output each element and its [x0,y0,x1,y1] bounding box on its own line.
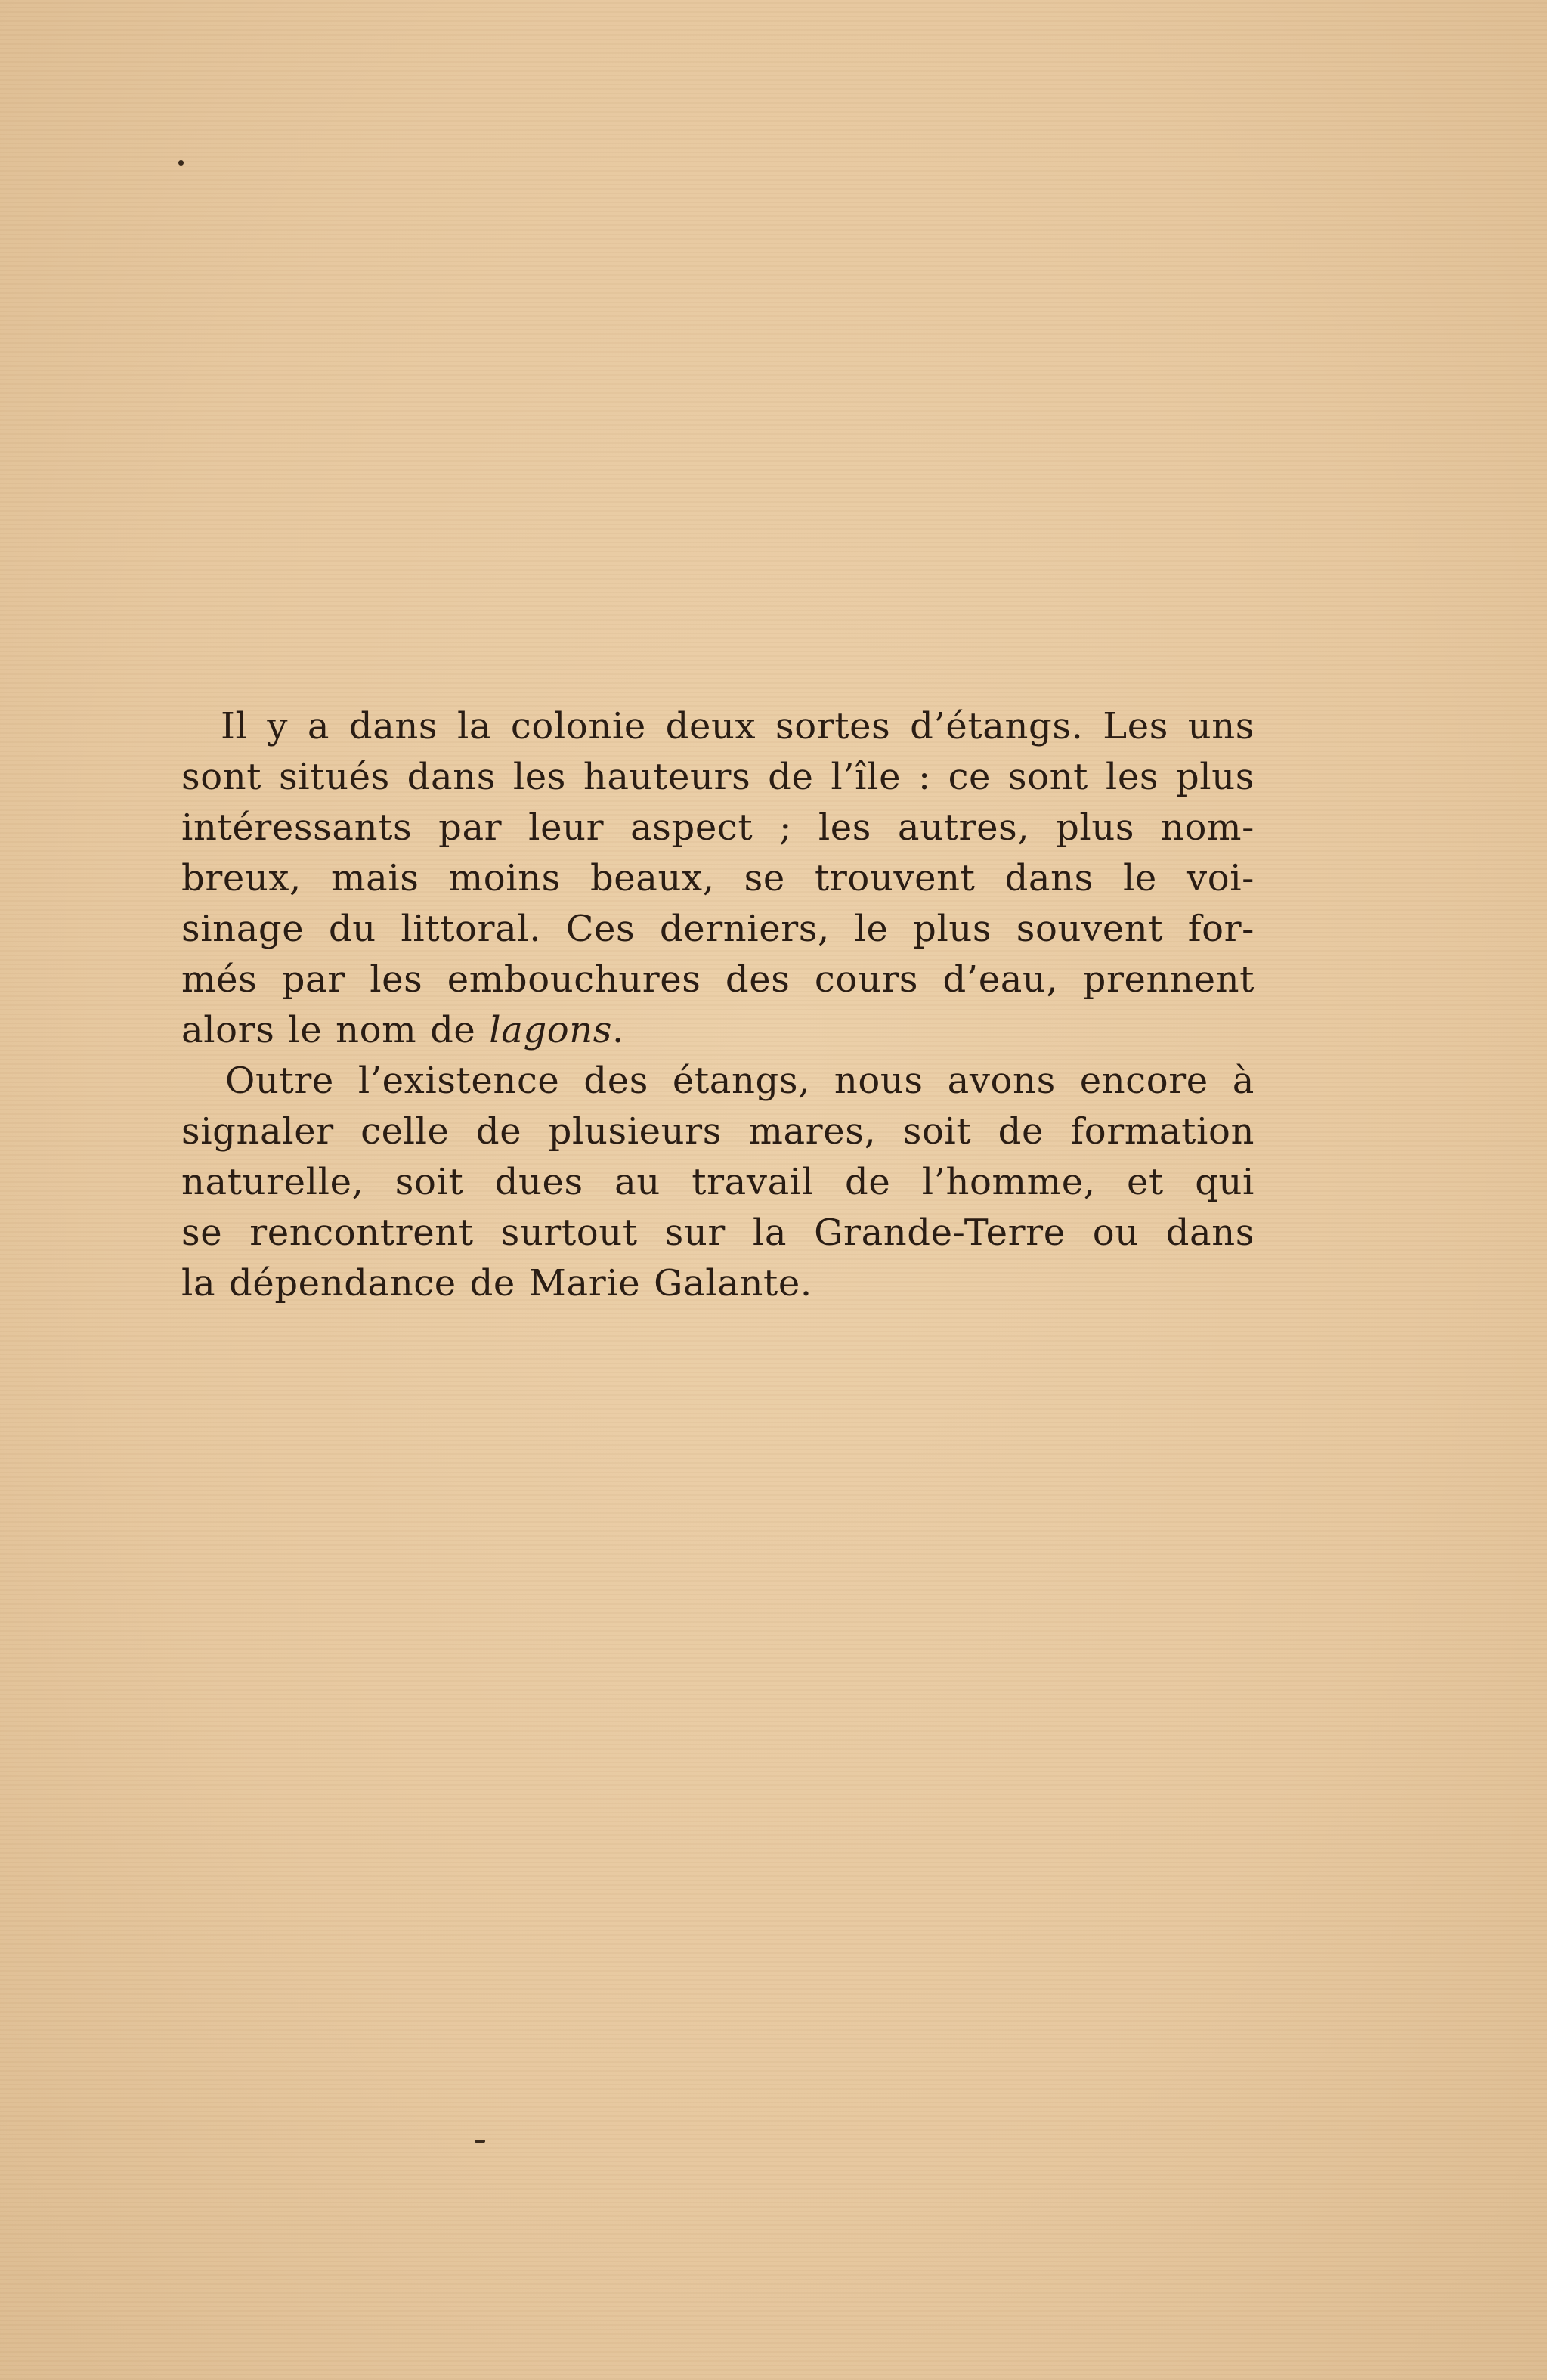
text-line: naturelle, soit dues au travail de l’homme, et qui [181,1161,1255,1203]
page-speck [475,2140,485,2143]
text-line: sinage du littoral. Ces derniers, le plus souvent for- [181,908,1255,950]
text-line: signaler celle de plusieurs mares, soit de formation [181,1110,1255,1153]
text-line: intéressants par leur aspect ; les autres, plus nom- [181,806,1255,849]
text-fragment: alors le nom de [181,1009,490,1051]
text-line: Il y a dans la colonie deux sortes d’étangs. Les uns [221,705,1255,747]
text-line: se rencontrent surtout sur la Grande-Terre ou dans [181,1212,1255,1254]
text-fragment: . [612,1009,624,1051]
text-line-final [181,1005,1255,1056]
page-speck [178,160,184,166]
paragraph [181,1056,1255,1309]
text-line: breux, mais moins beaux, se trouvent dans le voi- [181,857,1255,899]
body-text [181,701,1255,1309]
text-line: sont situés dans les hauteurs de l’île : ce sont les plus [181,756,1255,798]
text-line: la dépendance de Marie Galante. [181,1262,812,1305]
text-line: Outre l’existence des étangs, nous avons encore à [225,1060,1255,1102]
text-line: més par les embouchures des cours d’eau, prennent [181,958,1255,1001]
paragraph [181,701,1255,1056]
italic-term: lagons [489,1009,613,1051]
